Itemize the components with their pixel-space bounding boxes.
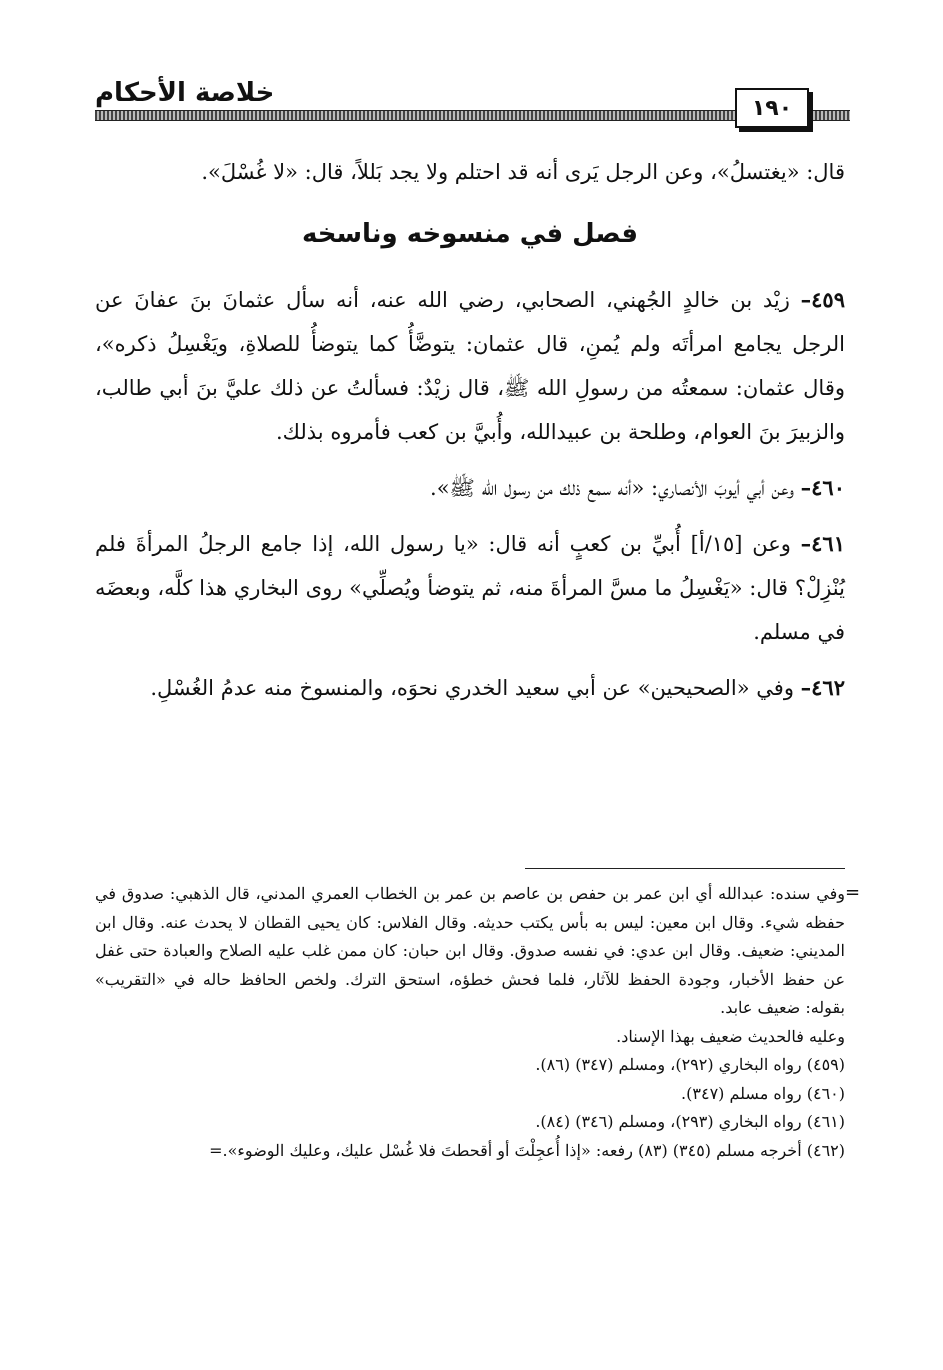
page-number: ١٩٠: [735, 88, 809, 128]
main-text: [95, 150, 845, 722]
footnote-narrator-note: وفي سنده: عبدالله أي ابن عمر بن حفص بن عاصم بن عمر بن الخطاب العمري المدني، قال الذهبي: صدوق في حفظه شيء. وقال ابن معين: ليس به بأس يكتب حديثه. وقال الفلاس: كان يحيى القطان لا يحدث عنه. وقال ابن المديني: ضعيف. وقال ابن عدي: في نفسه صدوق. وقال ابن حبان: كان ممن غلب عليه الصلاح والعبادة حتى غفل عن حفظ الأخبار، وجودة الحفظ للآثار، فلما فحش خطؤه، استحق الترك. ولخص الحافظ حاله في «التقريب» بقوله: ضعيف عابد.: [95, 884, 846, 1017]
book-title: خلاصة الأحكام: [95, 78, 275, 108]
hadith-number: ٤٦٢–: [800, 675, 845, 700]
page-header: [95, 78, 850, 138]
footnote-conclusion: وعليه فالحديث ضعيف بهذا الإسناد.: [616, 1026, 845, 1046]
hadith-text: وعن [١٥/أ] أُبيِّ بن كعبٍ أنه قال: «يا رسول الله، إذا جامع الرجلُ المرأةَ فلم يُنْزِلْ؟ قال: «يَغْسِلُ ما مسَّ المرأةَ منه، ثم يتوضأ ويُصلِّي» روى البخاري هذا كلَّه، وبعضَه في مسلم.: [95, 532, 845, 644]
hadith-text: وعن أبي أيوبَ الأنصاري: «أنه سمع ذلك من رسول الله ﷺ».: [430, 476, 794, 500]
hadith-462: [95, 666, 845, 710]
hadith-459: [95, 278, 845, 454]
section-heading: فصل في منسوخه وناسخه: [301, 219, 639, 249]
hadith-text: زيْد بن خالدٍ الجُهني، الصحابي، رضي الله عنه، أنه سأل عثمانَ بنَ عفانَ عن الرجل يجامع امرأتَه ولم يُمنِ، قال عثمان: يتوضَّأُ كما يتوضأُ للصلاةِ، ويَغْسِلُ ذكره»، وقال عثمان: سمعتُه من رسولِ الله ﷺ، قال زيْدٌ: فسألتُ عن ذلك عليَّ بنَ أبي طالب، والزبيرَ بنَ العوام، وطلحة بن عبيدالله، وأُبيَّ بن كعب فأمروه بذلك.: [95, 288, 845, 444]
hadith-number: ٤٦٠–: [800, 475, 845, 500]
footnote-460: (٤٦٠) رواه مسلم (٣٤٧).: [681, 1083, 845, 1103]
hadith-text: وفي «الصحيحين» عن أبي سعيد الخدري نحوَه، والمنسوخ منه عدمُ الغُسْلِ.: [150, 676, 794, 700]
opening-paragraph: قال: «يغتسلُ»، وعن الرجل يَرى أنه قد احتلم ولا يجد بَللاً، قال: «لا غُسْلَ».: [201, 160, 845, 184]
footnote-divider: [525, 868, 845, 869]
hadith-460: [95, 466, 845, 510]
hadith-number: ٤٦١–: [800, 531, 845, 556]
footnote-461: (٤٦١) رواه البخاري (٢٩٣)، ومسلم (٣٤٦) (٨٤).: [535, 1112, 845, 1131]
footnote-continuation-mark: =: [845, 882, 861, 903]
footnote-462: (٤٦٢) أخرجه مسلم (٣٤٥) (٨٣) رفعه: «إذا أُعجِلْتَ أو أقحطتَ فلا غُسْل عليك، وعليك الوضوء».=: [209, 1140, 845, 1160]
hadith-number: ٤٥٩–: [800, 287, 845, 312]
footnotes: [95, 880, 845, 1165]
hadith-461: [95, 522, 845, 654]
footnote-459: (٤٥٩) رواه البخاري (٢٩٢)، ومسلم (٣٤٧) (٨٦).: [535, 1055, 845, 1074]
